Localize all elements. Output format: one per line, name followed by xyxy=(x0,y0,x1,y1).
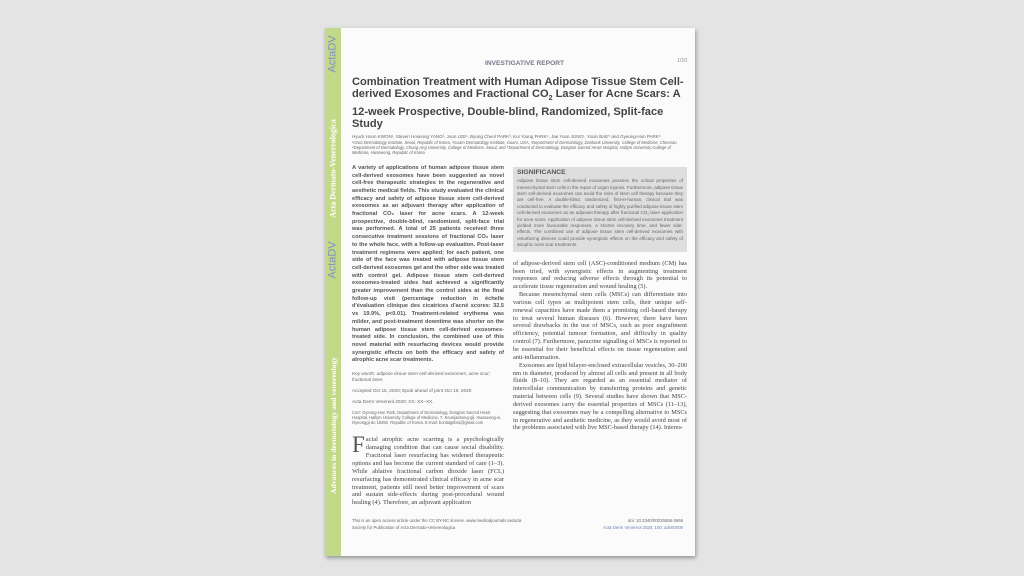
footer-right xyxy=(603,517,683,531)
drop-cap: F xyxy=(352,432,365,458)
journal-citation: Acta Derm Venereol 2020; 100: adv00000 xyxy=(602,525,683,531)
license-note: This is an open access article under the CC BY-NC license. www.medicaljournals.se/acta xyxy=(352,518,522,524)
paper-page xyxy=(325,28,695,556)
journal-side-strip xyxy=(325,28,341,556)
significance-box xyxy=(513,167,687,252)
journal-name: Acta Dermato-Venereologica xyxy=(328,118,338,218)
two-column-body xyxy=(352,165,687,507)
intro-right-column xyxy=(513,260,687,433)
doi: doi: 10.2340/00015555-3666 xyxy=(628,518,683,524)
article-title: Combination Treatment with Human Adipose Tissue Stem Cell-derived Exosomes and Fractional $CO_2$ Laser for Acne Scars: A 12-week Prospective, Double-blind, Randomized, Split-face Study xyxy=(352,76,684,130)
paragraph: Exosomes are lipid bilayer-enclosed extracellular vesicles, 30–200 nm in diameter, produced by almost all cells and present in all body fluids (8–10). They are regarded as an essential mediator of intercellular communication by transferring proteins and genetic material between cells (9). Several studies have shown that MSC-derived exosomes carry the essential properties of MSCs (11–13), suggesting that exosomes may be a compelling alternative to MSCs in regenerative and aesthetic medicine, as they would avoid most of the problems associated with live MSC-based therapy (14). Interes- xyxy=(513,361,687,432)
left-column xyxy=(352,165,504,507)
intro-left-column: Facial atrophic acne scarring is a psychologically damaging condition that can cause social disability. Fractional laser resurfacing has widened therapeutic options and has become the current standard of care (1–3). While ablative fractional carbon dioxide laser (FCL) resurfacing has demonstrated clinical efficacy in acne scar treatment, patients still need better improvement of scars and sustain side-effects during post-procedural wound healing (4). Therefore, an adjuvant application xyxy=(352,432,504,507)
article-meta xyxy=(352,371,504,430)
authors: Hyuck Hoon KWON¹, Steven Hoseong YANG², Joon LEE¹, Byung Cheol PARK³, Kui Young PARK⁴, Jae Yoon JUNG¹, Youin BAE⁵ and Gyeong-Hun PARK⁵ xyxy=(352,134,661,140)
keywords: Key words: adipose tissue stem cell-derived exosomes; acne scar; fractional laser. xyxy=(352,371,491,383)
affiliations: ¹Oaro Dermatology Institute, Seoul, Republic of Korea, ²Guam Dermatology Institute, Guam, USA, ³Department of Dermatology, Dankook University, College of Medicine, Cheonan, ⁴Department of Dermatology, Chung-Ang University, College of Medicine, Seoul, and ⁵Department of Dermatology, Dongtan Sacred Heart Hospital, Hallym University College of Medicine, Hwaseong, Republic of Korea xyxy=(352,139,678,155)
journal-tagline: Advances in dermatology and venereology xyxy=(328,357,338,494)
report-type: INVESTIGATIVE REPORT xyxy=(485,60,565,67)
significance-title: SIGNIFICANCE xyxy=(517,168,566,176)
page-footer xyxy=(352,517,687,531)
correspondence: Corr: Gyeong-Hun Park, Department of Dermatology, Dongtan Sacred Heart Hospital, Hallym University College of Medicine, 7, Keunjaebong-gil, Hwaseong-si, Gyeonggi-do 18450, Republic of Korea. E-mail: bonlalgebra@gmail.com xyxy=(352,410,502,426)
journal-logo: ActaDV xyxy=(327,241,340,279)
significance-text: Adipose tissue stem cell-derived exosomes possess the critical properties of mesenchymal stem cells in the repair of organ injuries. Furthermore, adipose tissue stem cell-derived exosomes can avoid the risks of stem cell therapy because they are cell-free. A double-blind, randomized, first-in-human, clinical trial was conducted to evaluate the efficacy and safety of highly purified adipose tissue stem cell-derived exosomes as an adjuvant therapy after fractional CO₂ laser application for acne scars. Application of adipose tissue stem cell-derived exosomes treatment yielded more favourable responses, a shorter recovery time, and fewer side-effects. The combined use of adipose tissue stem cell-derived exosomes with resurfacing devices could provide synergistic effects on the efficacy and safety of atrophic acne scar treatments. xyxy=(517,178,683,248)
page-number: 1/10 xyxy=(677,58,687,64)
paragraph: of adipose-derived stem cell (ASC)-conditioned medium (CM) has been tried, with synergistic effects in augmenting treatment responses and reducing adverse effects through its potential to accelerate tissue regeneration and wound healing (5). xyxy=(513,259,687,291)
society-note: Society for Publication of Acta Dermato-Venereologica xyxy=(352,525,456,531)
right-column xyxy=(513,165,687,432)
page-header xyxy=(352,58,687,70)
accepted-date: Accepted Oct 15, 2020; Epub ahead of print Oct 19, 2020 xyxy=(352,388,472,394)
paragraph: Because mesenchymal stem cells (MSCs) can differentiate into various cell types as multipotent stem cells, their unique self-renewal capacities have made them a promising cell-based therapy to treat several human diseases (6). However, there have been several drawbacks in the use of MSCs, such as poor engraftment efficiency, potential tumour formation, and difficulty in quality control (7). Furthermore, paracrine signalling of MSCs is reported to be essential for their beneficial effects on tissue regeneration and anti-inflammation. xyxy=(513,291,687,361)
abstract: A variety of applications of human adipose tissue stem cell-derived exosomes have been suggested as novel cell-free therapeutic strategies in the regenerative and aesthetic medical fields. This study evaluated the clinical efficacy and safety of adipose tissue stem cell-derived exosomes as an adjuvant therapy after application of fractional CO₂ laser for acne scars. A 12-week prospective, double-blind, randomized, split-face trial was performed. A total of 25 patients received three consecutive treatment sessions of fractional CO₂ laser to the whole face, with a follow-up evaluation. Post-laser treatment regimens were applied; for each patient, one side of the face was treated with adipose tissue stem cell-derived exosomes gel and the other side was treated with control gel. Adipose tissue stem cell-derived exosomes-treated sides had achieved a significantly greater improvement than the control sides at the final follow-up visit (percentage reduction in échelle d'évaluation clinique des cicatrices d'acné scores: 32.5 vs 19.9%, p<0.01). Treatment-related erythema was milder, and post-treatment downtime was shorter on the human adipose tissue stem cell-derived exosomes-treated side. In conclusion, the combined use of this novel material with resurfacing devices would provide synergistic effects on both the efficacy and safety of atrophic acne scar treatments. xyxy=(352,164,504,364)
authors-block xyxy=(352,134,688,155)
citation: Acta Derm Venereol 2020; XX: XX–XX. xyxy=(352,399,434,405)
footer-left xyxy=(352,517,521,531)
journal-logo: ActaDV xyxy=(327,35,340,73)
